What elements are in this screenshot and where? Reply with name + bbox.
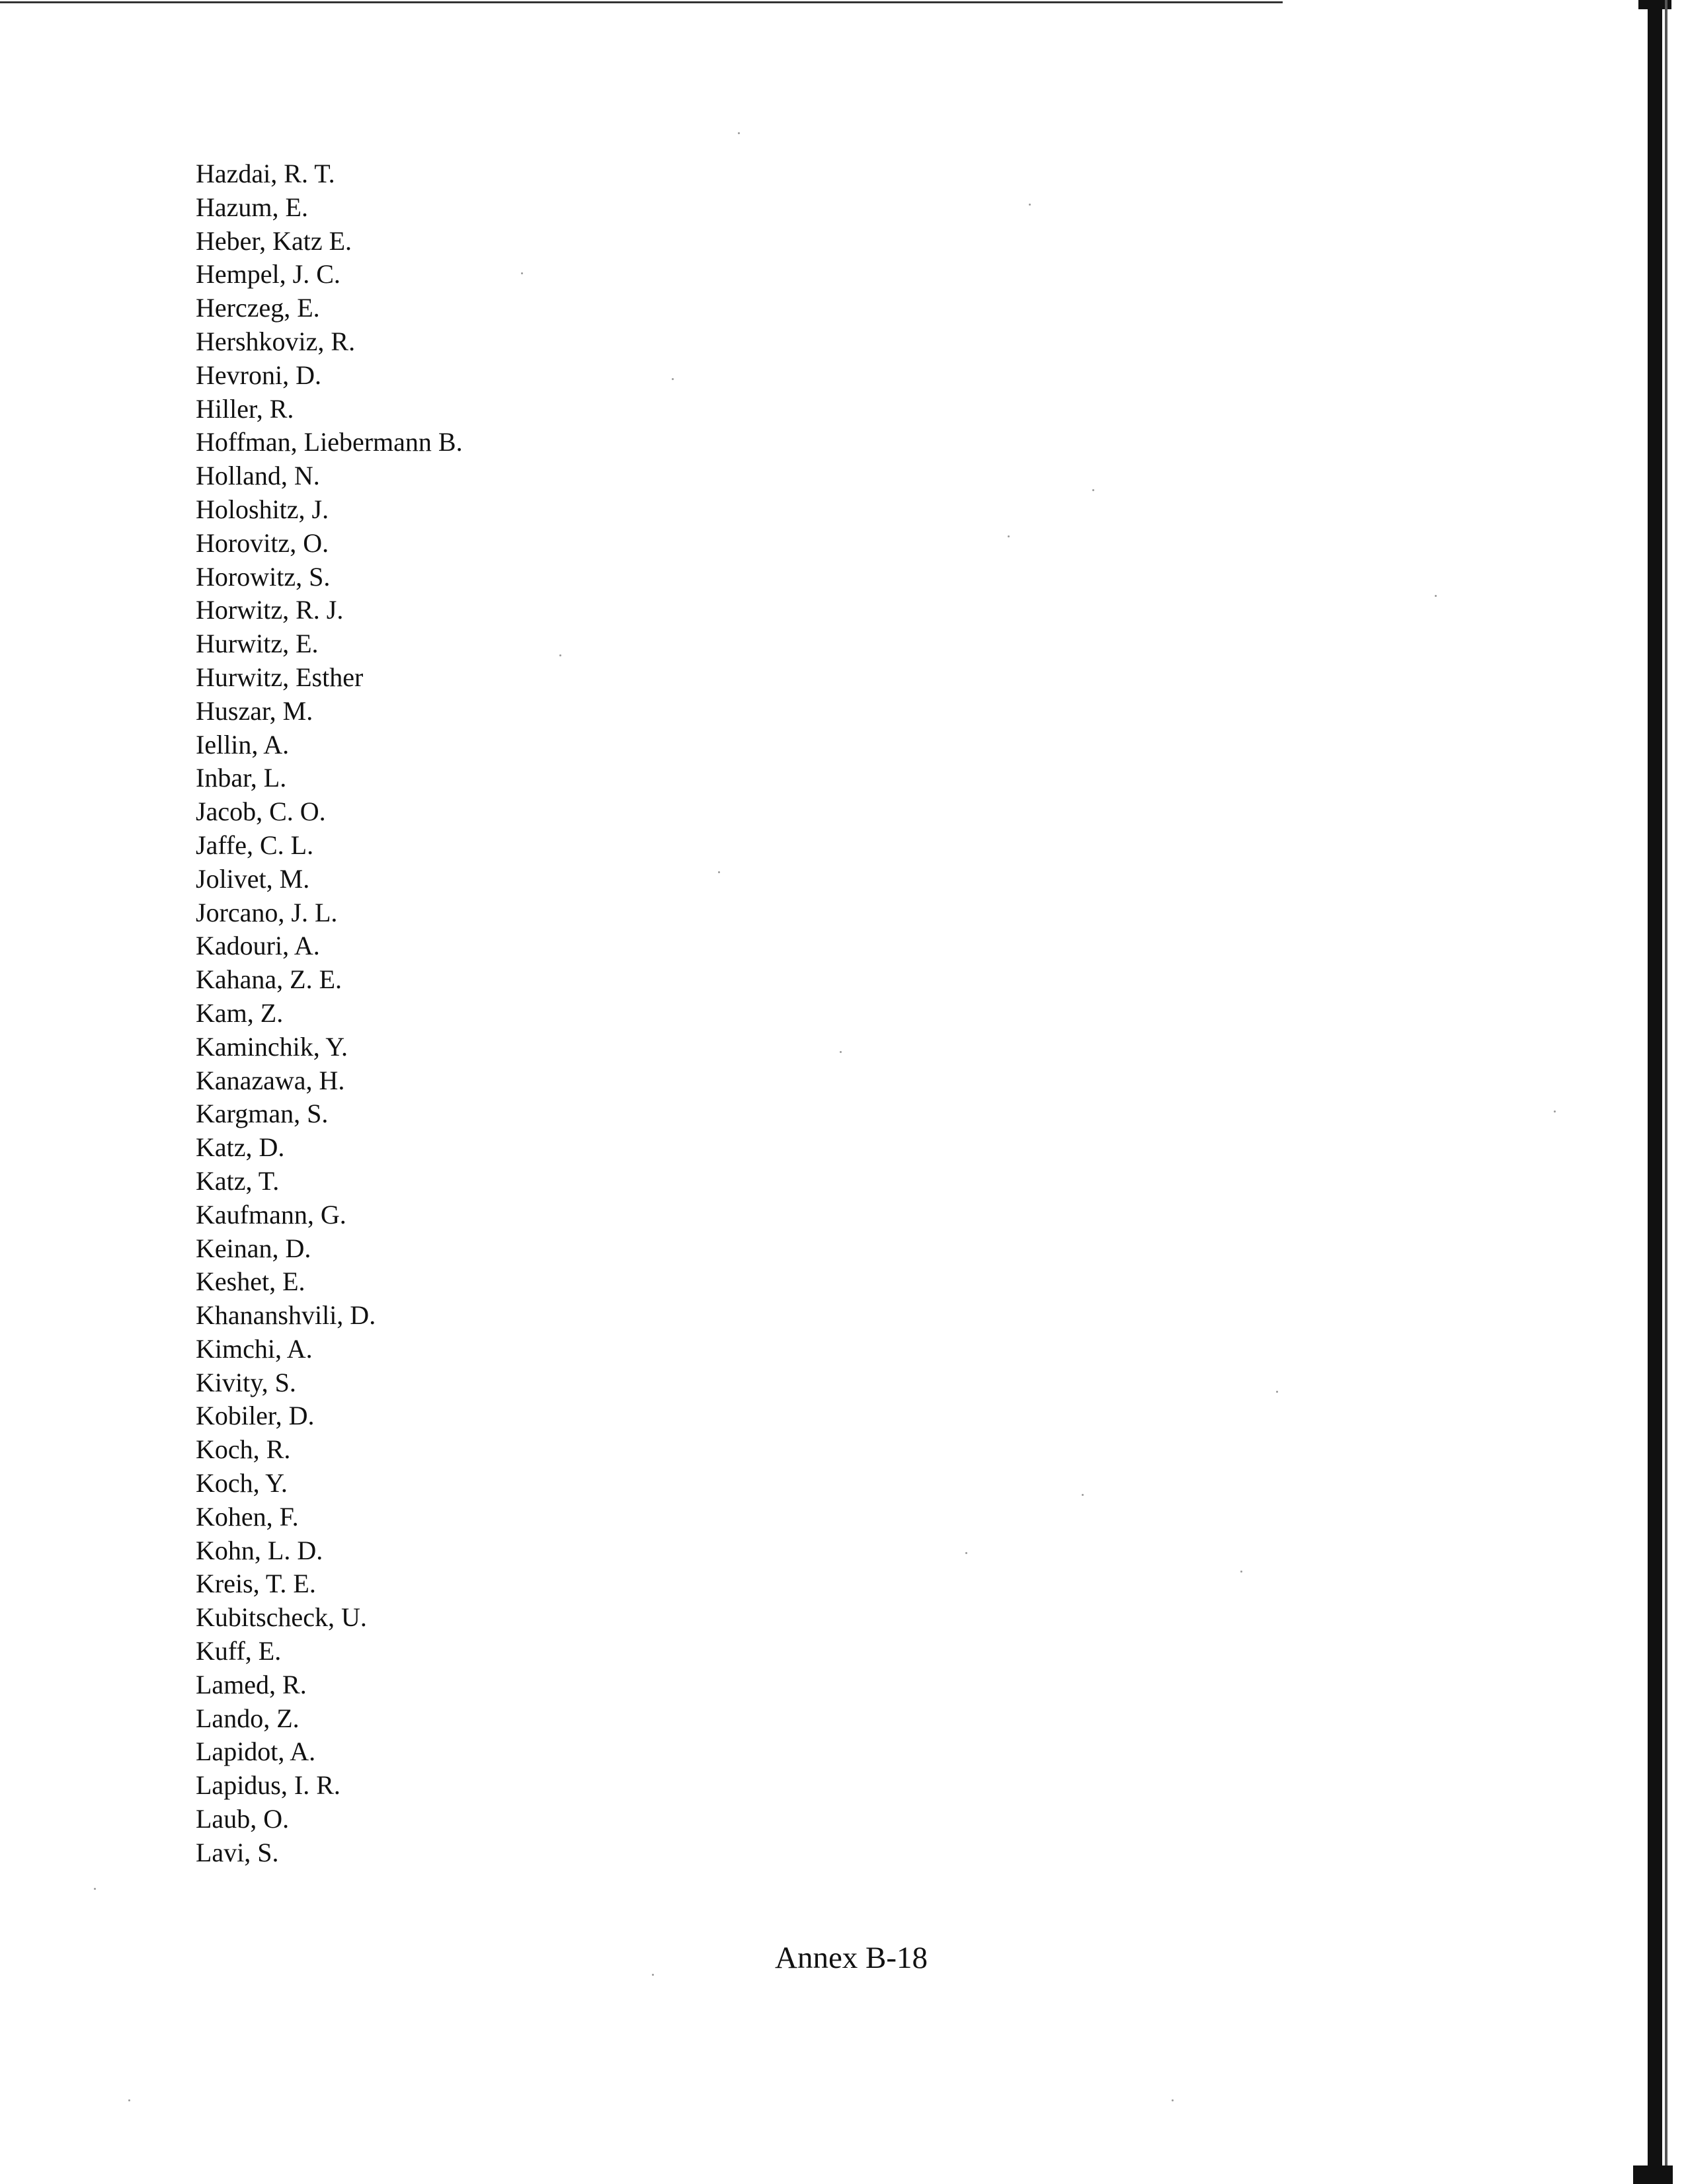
name-entry: Kanazawa, H.	[196, 1065, 345, 1095]
scan-speck	[1172, 2099, 1174, 2101]
name-entry: Lamed, R.	[196, 1669, 307, 1699]
name-entry: Hiller, R.	[196, 393, 294, 424]
name-entry: Kaufmann, G.	[196, 1199, 346, 1229]
name-entry: Kobiler, D.	[196, 1401, 315, 1431]
name-entry: Keshet, E.	[196, 1267, 305, 1297]
name-entry: Hurwitz, E.	[196, 629, 319, 659]
scan-speck	[965, 1552, 967, 1554]
name-entry: Hazdai, R. T.	[196, 159, 335, 188]
name-entry: Holoshitz, J.	[196, 494, 329, 524]
name-entry: Laub, O.	[196, 1804, 290, 1834]
scan-speck	[718, 871, 720, 873]
scan-speck	[128, 2099, 130, 2101]
name-entry: Horovitz, O.	[196, 527, 329, 558]
scan-speck	[672, 378, 674, 380]
name-entry: Lapidus, I. R.	[196, 1770, 341, 1801]
name-entry: Khananshvili, D.	[196, 1300, 376, 1331]
scan-speck	[1008, 535, 1010, 537]
name-entry: Lavi, S.	[196, 1837, 279, 1867]
name-entry: Lando, Z.	[196, 1703, 300, 1733]
name-entry: Jorcano, J. L.	[196, 897, 338, 927]
name-entry: Hazum, E.	[196, 192, 308, 222]
scan-speck	[652, 1974, 654, 1976]
scan-speck	[840, 1051, 842, 1053]
name-entry: Jolivet, M.	[196, 863, 310, 894]
name-entry: Jacob, C. O.	[196, 797, 326, 827]
name-entry: Kaminchik, Y.	[196, 1031, 348, 1062]
name-entry: Hempel, J. C.	[196, 259, 341, 290]
name-entry: Kadouri, A.	[196, 931, 320, 961]
binding-bar	[1648, 0, 1662, 2184]
scan-speck	[521, 272, 523, 274]
page-number-footer: Annex B-18	[775, 1941, 928, 1975]
name-entry: Kubitscheck, U.	[196, 1602, 367, 1633]
scan-speck	[738, 132, 740, 134]
scan-speck	[1029, 204, 1031, 206]
name-entry: Holland, N.	[196, 461, 320, 491]
scan-speck	[1082, 1494, 1084, 1496]
scan-speck	[1092, 489, 1094, 491]
scan-speck	[94, 1888, 96, 1890]
scan-speck	[1435, 595, 1437, 597]
name-entry: Keinan, D.	[196, 1233, 311, 1263]
name-entry: Herczeg, E.	[196, 293, 320, 323]
name-entry: Horwitz, R. J.	[196, 595, 344, 625]
binding-edge	[1665, 0, 1667, 2184]
scan-speck	[1240, 1571, 1242, 1573]
name-entry: Kohn, L. D.	[196, 1535, 323, 1565]
name-entry: Kreis, T. E.	[196, 1569, 316, 1599]
name-entry: Kohen, F.	[196, 1501, 299, 1532]
name-entry: Inbar, L.	[196, 763, 287, 793]
name-entry: Iellin, A.	[196, 729, 290, 760]
scan-speck	[559, 654, 561, 656]
name-entry: Heber, Katz E.	[196, 225, 352, 256]
name-entry: Kuff, E.	[196, 1636, 282, 1666]
name-entry: Jaffe, C. L.	[196, 830, 314, 860]
scan-speck	[1276, 1391, 1278, 1393]
binding-cap-bottom	[1633, 2165, 1673, 2184]
name-entry: Katz, D.	[196, 1132, 285, 1163]
name-entry: Kam, Z.	[196, 997, 284, 1028]
name-entry: Kargman, S.	[196, 1099, 329, 1129]
author-name-list	[196, 157, 463, 1870]
name-entry: Horowitz, S.	[196, 561, 331, 592]
name-entry: Lapidot, A.	[196, 1736, 316, 1767]
name-entry: Hurwitz, Esther	[196, 662, 364, 692]
name-entry: Hoffman, Liebermann B.	[196, 427, 463, 457]
name-entry: Huszar, M.	[196, 695, 313, 726]
name-entry: Koch, Y.	[196, 1468, 288, 1499]
scan-speck	[1554, 1111, 1556, 1112]
name-entry: Kimchi, A.	[196, 1333, 313, 1364]
name-entry: Kahana, Z. E.	[196, 964, 342, 995]
name-entry: Hershkoviz, R.	[196, 326, 356, 356]
top-edge-rule	[0, 1, 1283, 3]
name-entry: Koch, R.	[196, 1434, 291, 1465]
name-entry: Hevroni, D.	[196, 360, 321, 390]
name-entry: Katz, T.	[196, 1165, 280, 1196]
name-entry: Kivity, S.	[196, 1367, 296, 1397]
